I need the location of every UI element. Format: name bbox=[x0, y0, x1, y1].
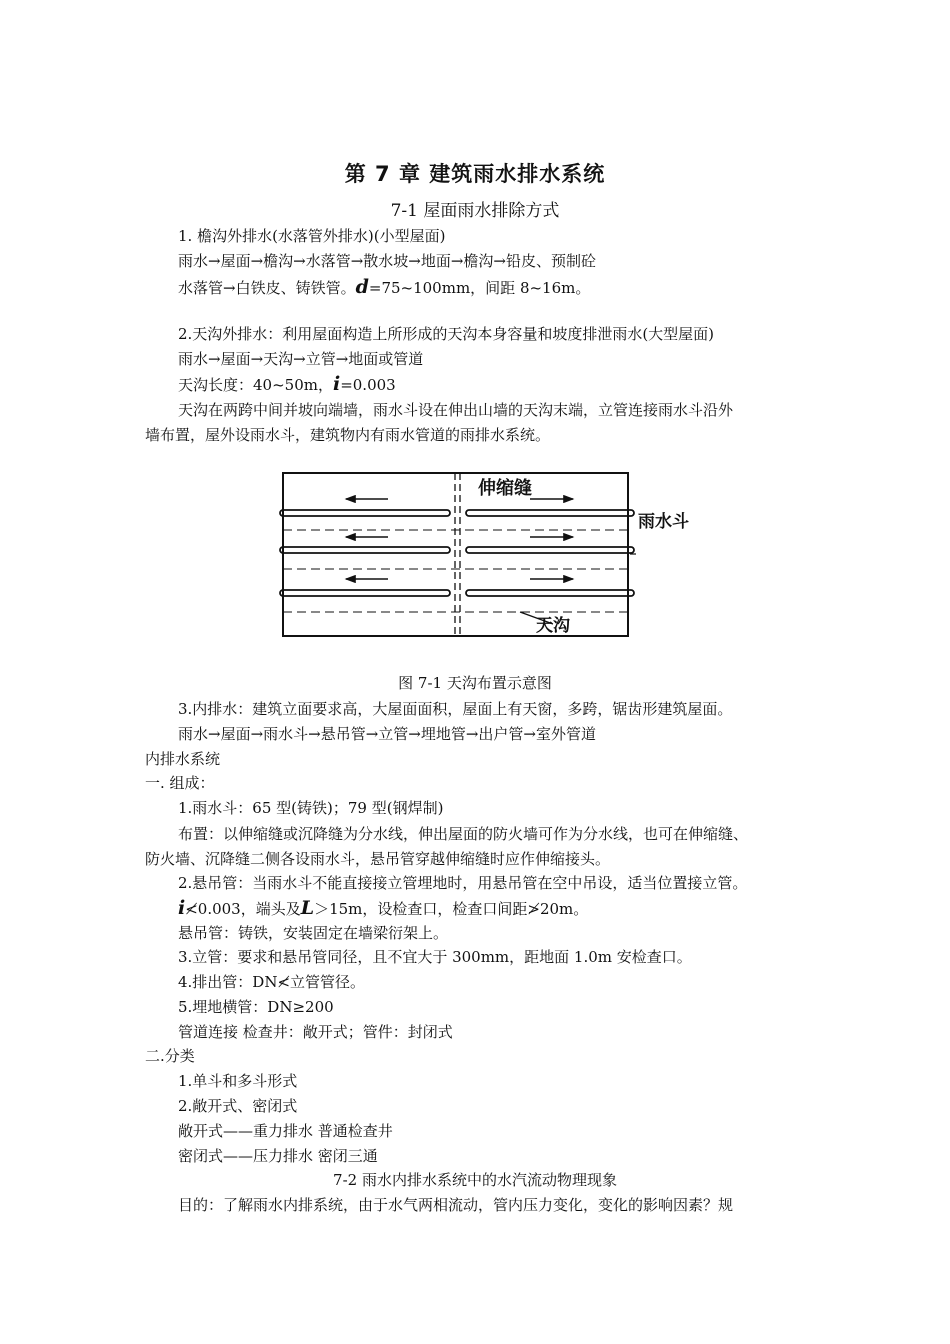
paragraph-2-desc-line1: 天沟在两跨中间并坡向端墙，雨水斗设在伸出山墙的天沟末端，立管连接雨水斗沿外 bbox=[178, 401, 734, 419]
layout-line-2: 防火墙、沉降缝二侧各设雨水斗，悬吊管穿越伸缩缝时应作伸缩接头。 bbox=[145, 850, 611, 868]
gutter-length-text: 天沟长度：40~50m， bbox=[178, 376, 333, 394]
gutter-layout-figure bbox=[268, 466, 708, 646]
internal-drainage-system: 内排水系统 bbox=[145, 750, 221, 768]
pipe-text: 水落管→白铁皮、铸铁管。 bbox=[178, 279, 356, 297]
gutter-row-2 bbox=[280, 547, 634, 553]
pipe-connection: 管道连接 检查井：敞开式；管件：封闭式 bbox=[178, 1023, 453, 1041]
component-rain-drain: 1.雨水斗：65 型(铸铁)；79 型(钢焊制) bbox=[178, 799, 444, 817]
purpose-text: 目的：了解雨水内排系统，由于水气两相流动，管内压力变化，变化的影响因素？规 bbox=[178, 1196, 734, 1214]
composition-heading: 一. 组成： bbox=[145, 774, 215, 792]
length-spec: ＞15m，设检查口，检查口间距≯20m。 bbox=[314, 900, 589, 918]
layout-line-1: 布置：以伸缩缝或沉降缝为分水线，伸出屋面的防火墙可作为分水线，也可在伸缩缝、 bbox=[178, 825, 749, 843]
slope-value: =0.003 bbox=[340, 376, 396, 394]
gutter-label: 天沟 bbox=[536, 616, 570, 636]
section-title-7-2: 7-2 雨水内排水系统中的水汽流动物理现象 bbox=[333, 1171, 617, 1189]
component-hanging-pipe: 2.悬吊管：当雨水斗不能直接接立管埋地时，用悬吊管在空中吊设，适当位置接立管。 bbox=[178, 874, 748, 892]
component-buried-pipe: 5.埋地横管：DN≥200 bbox=[178, 998, 334, 1016]
length-variable: L bbox=[300, 897, 315, 919]
paragraph-1-pipe bbox=[178, 276, 590, 299]
classification-heading: 二.分类 bbox=[145, 1047, 195, 1065]
gutter-row-3 bbox=[280, 590, 634, 596]
slope-spec: ≮0.003，端头及 bbox=[185, 900, 301, 918]
expansion-joint-label: 伸缩缝 bbox=[478, 478, 532, 499]
slope-variable: i bbox=[332, 373, 341, 395]
closed-system: 密闭式——压力排水 密闭三通 bbox=[178, 1147, 378, 1165]
section-title-7-1: 7-1 屋面雨水排除方式 bbox=[390, 201, 560, 221]
pipe-spec: =75~100mm，间距 8~16m。 bbox=[368, 279, 591, 297]
gutter-row-1 bbox=[280, 510, 634, 516]
gutter-length bbox=[178, 373, 396, 396]
hanging-pipe-material: 悬吊管：铸铁，安装固定在墙梁衍架上。 bbox=[178, 924, 449, 942]
paragraph-1-flow: 雨水→屋面→檐沟→水落管→散水坡→地面→檐沟→铅皮、预制砼 bbox=[178, 252, 596, 270]
component-riser: 3.立管：要求和悬吊管同径，且不宜大于 300mm，距地面 1.0m 安检查口。 bbox=[178, 948, 692, 966]
component-outlet-pipe: 4.排出管：DN≮立管管径。 bbox=[178, 973, 366, 991]
classification-item-2: 2.敞开式、密闭式 bbox=[178, 1097, 298, 1115]
hanging-pipe-spec bbox=[178, 897, 588, 920]
figure-caption: 图 7-1 天沟布置示意图 bbox=[398, 674, 552, 692]
paragraph-2-heading: 2.天沟外排水：利用屋面构造上所形成的天沟本身容量和坡度排泄雨水(大型屋面) bbox=[178, 325, 715, 343]
chapter-title: 第 7 章 建筑雨水排水系统 bbox=[344, 162, 606, 186]
open-system: 敞开式——重力排水 普通检查井 bbox=[178, 1122, 393, 1140]
paragraph-3-heading: 3.内排水：建筑立面要求高，大屋面面积，屋面上有天窗，多跨，锯齿形建筑屋面。 bbox=[178, 700, 733, 718]
paragraph-2-flow: 雨水→屋面→天沟→立管→地面或管道 bbox=[178, 350, 424, 368]
paragraph-3-flow: 雨水→屋面→雨水斗→悬吊管→立管→埋地管→出户管→室外管道 bbox=[178, 725, 596, 743]
diameter-variable: d bbox=[355, 276, 369, 298]
classification-item-1: 1.单斗和多斗形式 bbox=[178, 1072, 298, 1090]
slope-variable-2: i bbox=[178, 897, 186, 919]
rain-drain-label: 雨水斗 bbox=[638, 512, 689, 532]
paragraph-2-desc-line2: 墙布置，屋外设雨水斗，建筑物内有雨水管道的雨排水系统。 bbox=[145, 426, 551, 444]
paragraph-1-heading: 1. 檐沟外排水(水落管外排水)(小型屋面) bbox=[178, 227, 446, 245]
